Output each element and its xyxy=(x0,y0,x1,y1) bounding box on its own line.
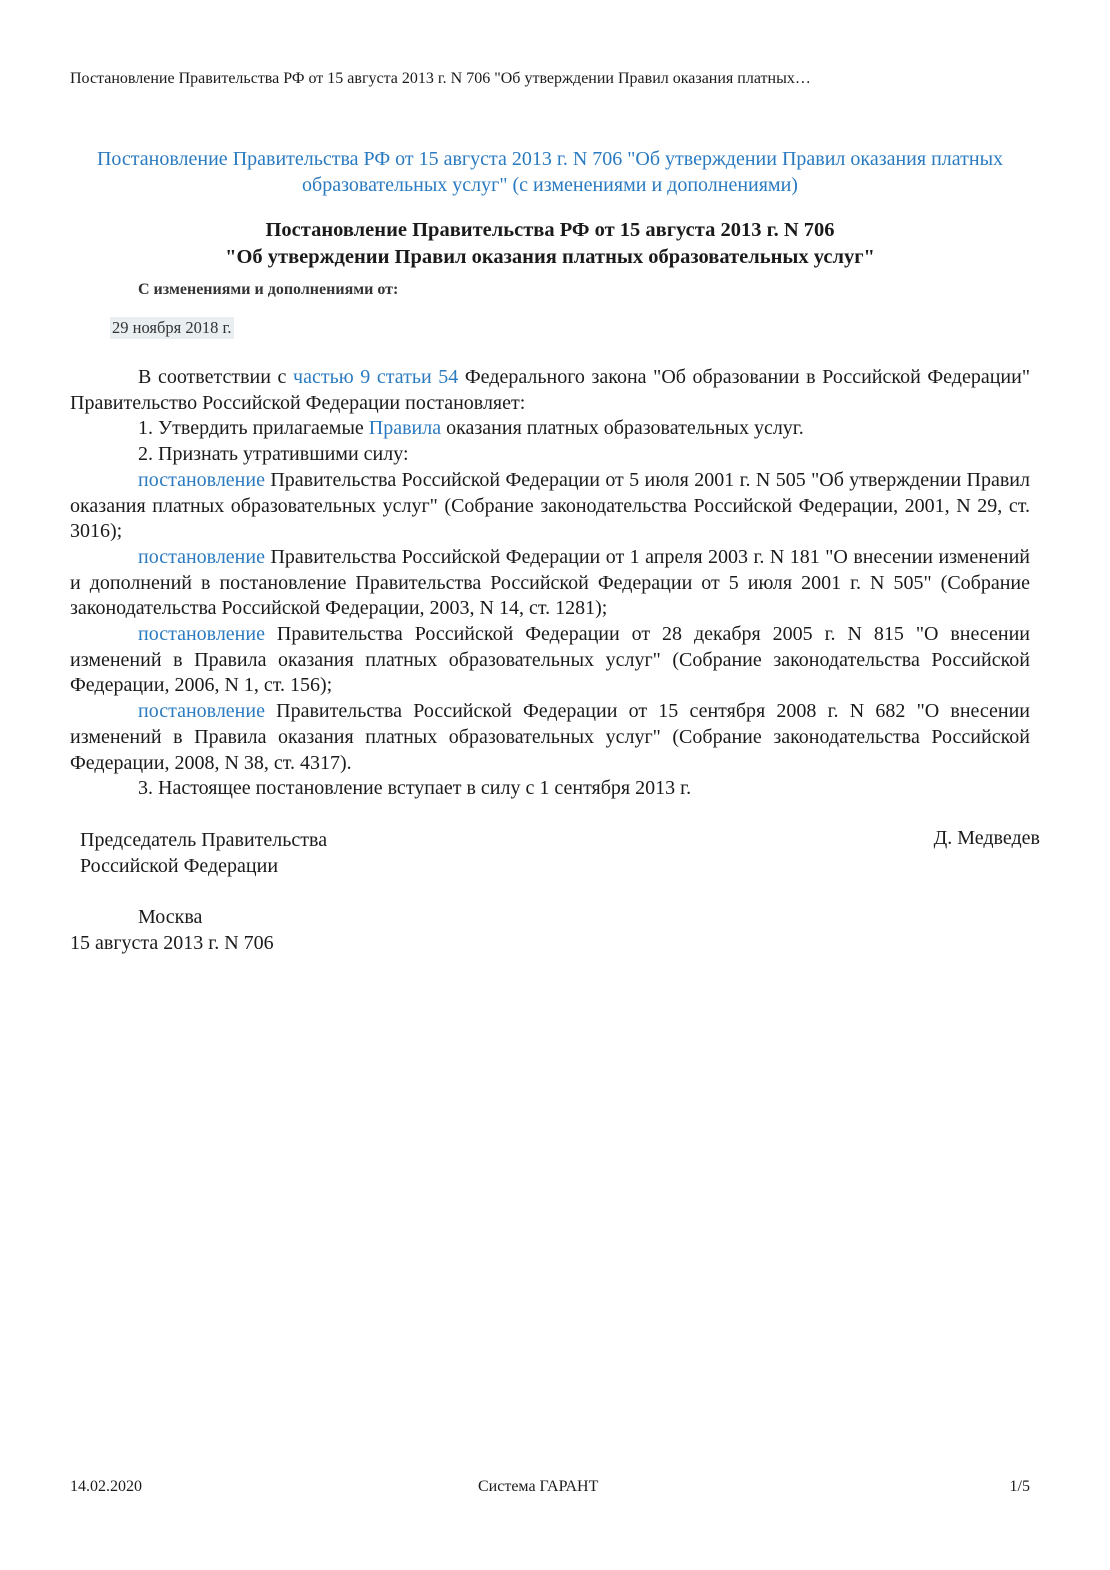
paragraph xyxy=(70,545,1030,622)
signatory-position xyxy=(80,827,327,879)
resolution-link[interactable]: постановление xyxy=(138,623,265,646)
law-link[interactable]: частью 9 статьи 54 xyxy=(293,366,459,388)
city: Москва xyxy=(138,906,203,928)
document-title-link[interactable]: Постановление Правительства РФ от 15 августа 2013 г. N 706 "Об утверждении Правил оказания платных образовательных услуг" (с изменениями и дополнениями) xyxy=(96,148,1004,196)
paragraph xyxy=(70,416,1030,442)
text: В соответствии с xyxy=(138,366,294,388)
paragraph: 2. Признать утратившими силу: xyxy=(138,443,409,466)
paragraph xyxy=(70,622,1030,699)
changes-date[interactable]: 29 ноября 2018 г. xyxy=(112,318,232,337)
paragraph xyxy=(70,365,1030,416)
title-line-1: Постановление Правительства РФ от 15 августа 2013 г. N 706 xyxy=(265,219,835,241)
footer-date: 14.02.2020 xyxy=(70,1478,142,1495)
paragraph xyxy=(70,468,1030,545)
paragraph xyxy=(70,699,1030,776)
text: 1. Утвердить прилагаемые xyxy=(138,417,369,440)
resolution-link[interactable]: постановление xyxy=(138,545,265,568)
text: Правительства Российской Федерации от 1 апреля 2003 г. N 181 "О внесении изменений и дополнений в постановление Правительства Российской Федерации от 5 июля 2001 г. N 505" (Собрание законодательства Российской Федерации, 2003, N 14, ст. 1281); xyxy=(70,545,1030,620)
signatory-name: Д. Медведев xyxy=(933,827,1040,849)
changes-label: С изменениями и дополнениями от: xyxy=(138,281,399,298)
text: Правительства Российской Федерации от 15 сентября 2008 г. N 682 "О внесении изменений в Правила оказания платных образовательных услуг" (Собрание законодательства Российской Федерации, 2008, N 38, ст. 4317). xyxy=(70,700,1030,774)
running-header: Постановление Правительства РФ от 15 августа 2013 г. N 706 "Об утверждении Правил оказания платных… xyxy=(70,70,811,87)
text: Правительства Российской Федерации от 28 декабря 2005 г. N 815 "О внесении изменений в Правила оказания платных образовательных услуг" (Собрание законодательства Российской Федерации, 2006, N 1, ст. 156); xyxy=(70,623,1030,697)
text: оказания платных образовательных услуг. xyxy=(441,417,804,440)
date-number: 15 августа 2013 г. N 706 xyxy=(70,932,274,954)
position-line: Российской Федерации xyxy=(80,855,279,877)
text: Правительства Российской Федерации от 5 июля 2001 г. N 505 "Об утверждении Правил оказания платных образовательных услуг" (Собрание законодательства Российской Федерации, 2001, N 29, ст. 3016); xyxy=(70,468,1030,543)
paragraph: 3. Настоящее постановление вступает в силу с 1 сентября 2013 г. xyxy=(138,777,692,800)
rules-link[interactable]: Правила xyxy=(368,417,442,440)
resolution-link[interactable]: постановление xyxy=(138,468,265,491)
footer-system: Система ГАРАНТ xyxy=(478,1478,599,1495)
footer-page: 1/5 xyxy=(1009,1478,1030,1495)
place-and-date xyxy=(70,904,274,956)
position-line: Председатель Правительства xyxy=(80,829,328,851)
resolution-link[interactable]: постановление xyxy=(138,700,265,723)
document-body xyxy=(70,365,1030,802)
title-line-2: "Об утверждении Правил оказания платных образовательных услуг" xyxy=(225,246,875,268)
text: Федерального закона "Об образовании в Российской Федерации" Правительство Российской Федерации постановляет: xyxy=(70,366,1030,414)
document-title xyxy=(70,217,1030,271)
